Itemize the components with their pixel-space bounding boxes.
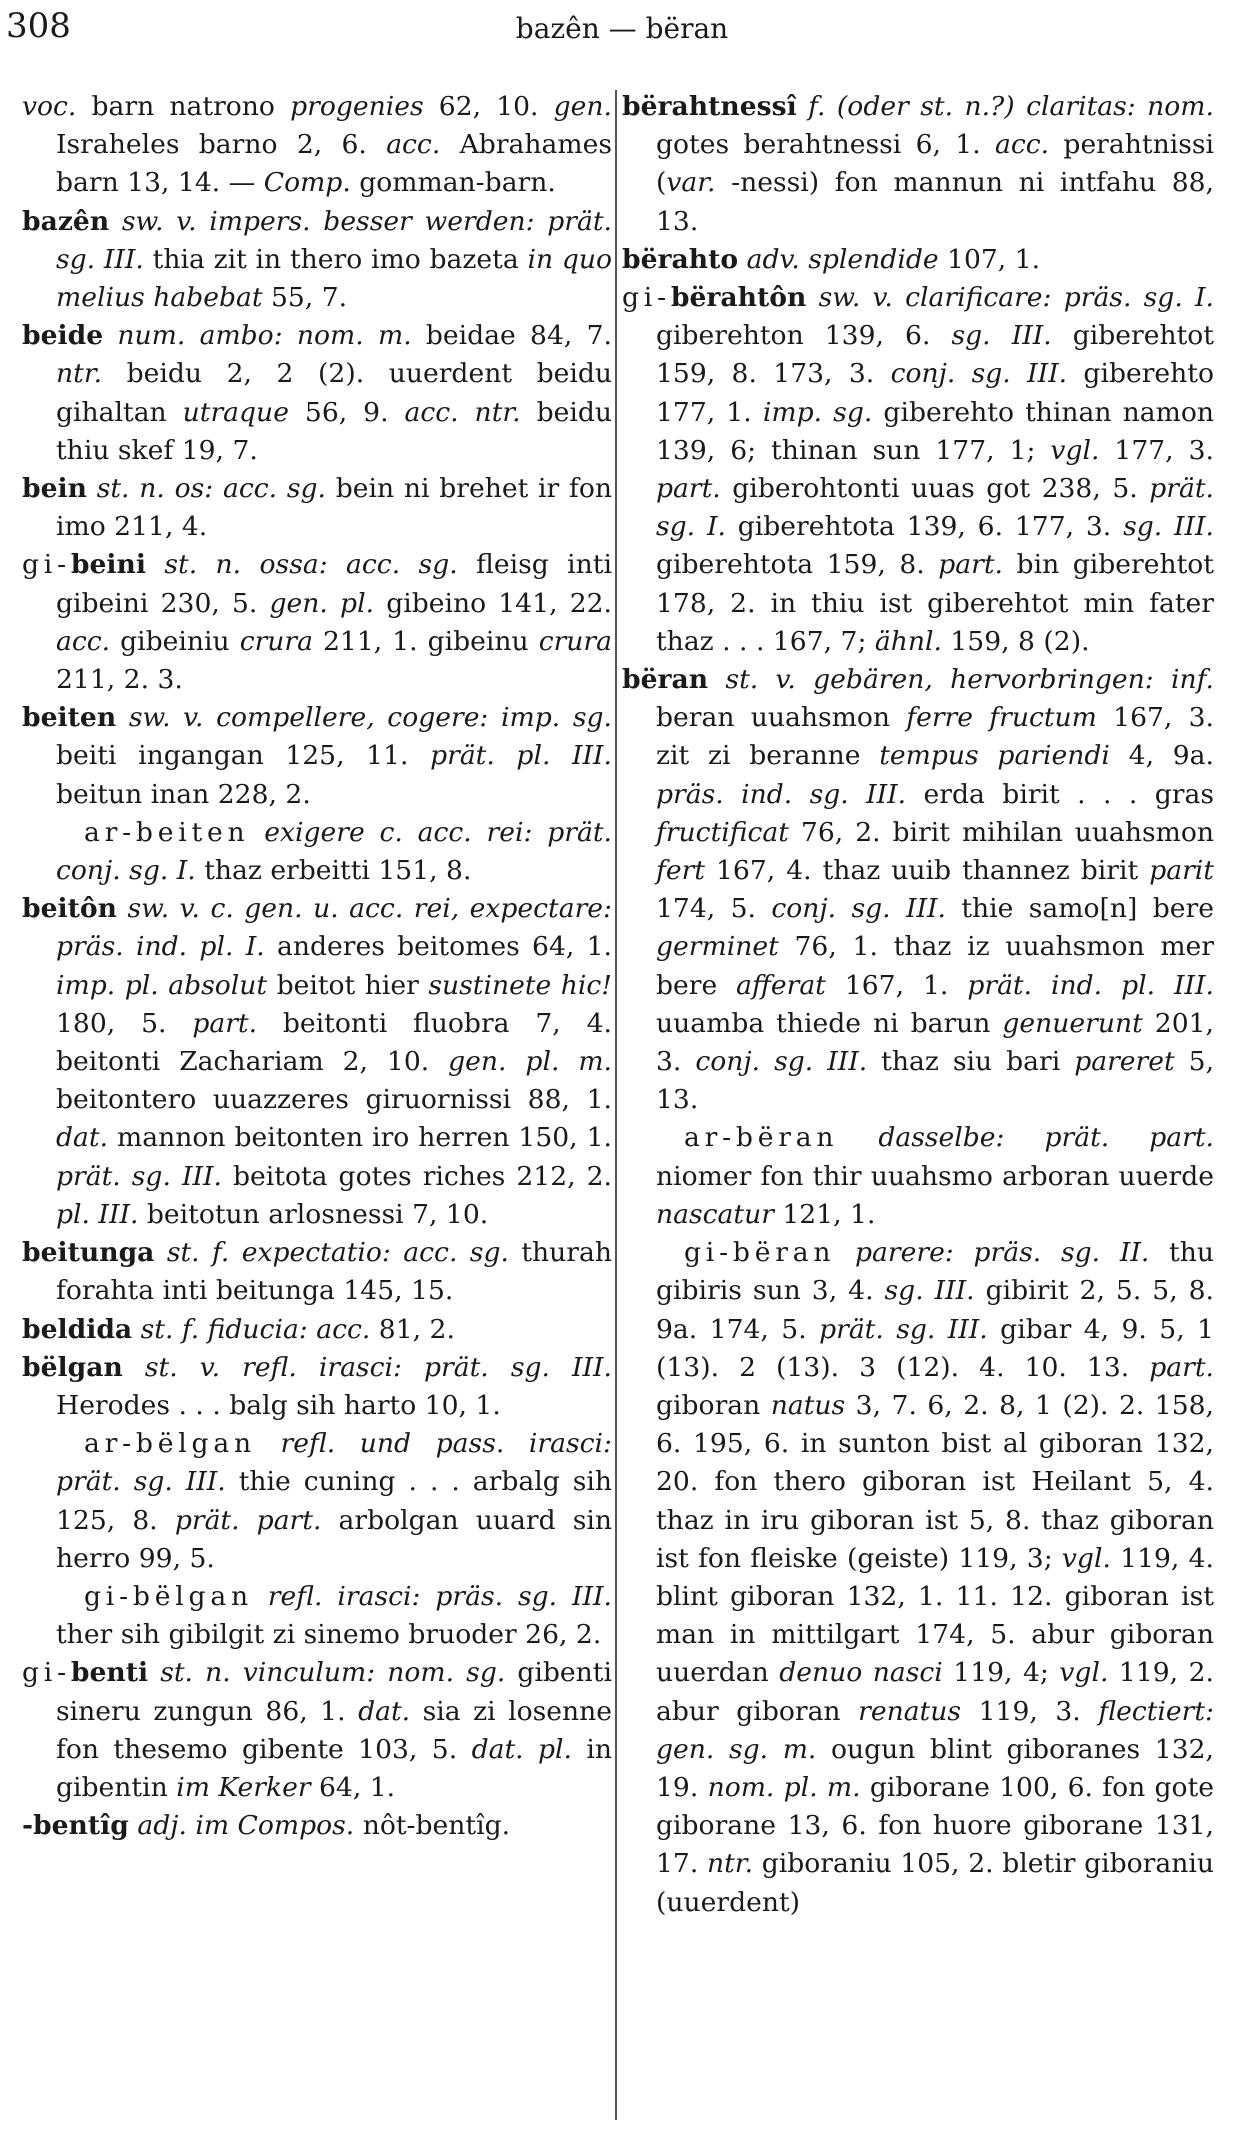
- dictionary-entry: [22, 88, 612, 203]
- dictionary-entry: [22, 890, 612, 1234]
- entry-text: 180, 5.: [56, 1007, 193, 1039]
- grammar-note: part.: [192, 1007, 258, 1039]
- compound-prefix: ar-beiten: [84, 816, 250, 848]
- grammar-note: sw. v. c. gen. u. acc. rei, expectare: präs. ind. pl. I.: [56, 893, 612, 963]
- grammar-note: dat.: [56, 1122, 109, 1154]
- entry-text: beran uuahsmon: [656, 702, 907, 734]
- entry-text: 167, 1.: [825, 969, 968, 1001]
- grammar-note: tempus pariendi: [879, 740, 1110, 772]
- grammar-note: ntr.: [706, 1848, 754, 1880]
- dictionary-entry: [22, 814, 612, 890]
- grammar-note: präs. ind. sg. III.: [656, 778, 907, 810]
- entry-text: barn natrono: [76, 91, 291, 122]
- entry-text: [123, 1352, 145, 1383]
- entry-text: anderes beitomes 64, 1.: [264, 931, 613, 963]
- grammar-note: denuo nasci: [779, 1657, 943, 1689]
- entry-text: [738, 244, 746, 275]
- grammar-note: imp. pl. absolut: [56, 969, 268, 1001]
- dictionary-entry: [22, 470, 612, 546]
- entry-text: [132, 1314, 140, 1345]
- entry-text: 119, 2. abur giboran: [656, 1657, 1214, 1727]
- grammar-note: pl. III.: [56, 1198, 139, 1230]
- grammar-note: vgl.: [1061, 1542, 1111, 1574]
- page-number: 308: [6, 6, 71, 46]
- grammar-note: st. v. gebären, hervorbringen: inf.: [725, 664, 1214, 696]
- entry-text: giboraniu 105, 2. bletir giboraniu (uuerdent): [656, 1848, 1214, 1918]
- grammar-note: flectiert: gen. sg. m.: [656, 1695, 1214, 1765]
- grammar-note: prät. part.: [174, 1504, 322, 1536]
- entry-text: [249, 817, 264, 848]
- entry-text: ther sih gibilgit zi sinemo bruoder 26, 2.: [56, 1619, 602, 1651]
- grammar-note: dat. pl.: [471, 1733, 572, 1765]
- entry-text: giberohtonti uuas got 238, 5.: [720, 473, 1150, 505]
- entry-text: niomer fon thir uuahsmo arboran uuerde: [656, 1160, 1214, 1192]
- entry-text: giberehton 139, 6.: [656, 320, 952, 352]
- entry-text: gibenti sineru zungun 86, 1.: [56, 1657, 612, 1727]
- grammar-note: st. f. fiducia: acc.: [140, 1313, 371, 1345]
- grammar-note: pareret: [1074, 1046, 1175, 1078]
- grammar-note: adv. splendide: [746, 243, 939, 275]
- headword: beitunga: [22, 1237, 155, 1269]
- entry-text: beitota gotes riches 212, 2.: [221, 1160, 613, 1192]
- entry-text: 55, 7.: [262, 282, 348, 314]
- entry-text: beiti ingangan 125, 11.: [56, 740, 431, 772]
- grammar-note: sw. v. impers. besser werden: prät. sg. III.: [56, 205, 612, 275]
- entry-text: fleisg inti gibeini 230, 5.: [56, 549, 612, 619]
- grammar-note: conj. sg. III.: [695, 1046, 868, 1078]
- entry-text: arbolgan uuard sin herro 99, 5.: [56, 1504, 612, 1574]
- entry-text: erda birit . . . gras: [906, 778, 1214, 810]
- column-divider: [615, 90, 617, 2120]
- grammar-note: gen. pl. m.: [448, 1046, 613, 1078]
- headword: beide: [22, 320, 104, 352]
- right-column: [622, 88, 1214, 1922]
- headword: -bentîg: [22, 1810, 129, 1842]
- entry-text: giboran: [656, 1389, 771, 1421]
- compound-prefix: gi-: [622, 282, 671, 314]
- entry-text: [708, 664, 725, 695]
- dictionary-entry: [622, 88, 1214, 241]
- dictionary-entry: [22, 1311, 612, 1349]
- dictionary-entry: [622, 1234, 1214, 1922]
- grammar-note: afferat: [736, 969, 826, 1001]
- entry-text: [835, 1237, 855, 1268]
- entry-text: 174, 5.: [656, 893, 772, 925]
- entry-text: gotes berahtnessi 6, 1.: [656, 129, 995, 161]
- grammar-note: vgl.: [1050, 434, 1100, 466]
- entry-text: gibeiniu: [110, 625, 240, 657]
- dictionary-entry: [622, 279, 1214, 661]
- entry-text: nôt-bentîg.: [354, 1810, 511, 1842]
- entry-text: giberehtota 159, 8.: [656, 549, 939, 581]
- entry-text: bin giberehtot 178, 2. in thiu ist giberehtot min fater thaz . . . 167, 7;: [656, 549, 1214, 657]
- grammar-note: imp. sg.: [762, 396, 873, 428]
- grammar-note: st. n. ossa: acc. sg.: [164, 549, 458, 581]
- entry-text: [154, 1237, 166, 1268]
- grammar-note: num. ambo: nom. m.: [117, 320, 412, 352]
- entry-text: giberehto thinan namon 139, 6; thinan sun 177, 1;: [656, 396, 1214, 466]
- entry-text: 201, 3.: [656, 1007, 1214, 1078]
- grammar-note: crura: [239, 625, 313, 657]
- headword: beiten: [22, 702, 117, 734]
- entry-text: giborane 100, 6. fon gote giborane 13, 6. fon huore giborane 131, 17.: [656, 1771, 1214, 1880]
- entry-text: giberehtota 139, 6. 177, 3.: [725, 511, 1124, 543]
- compound-prefix: gi-bëran: [684, 1237, 836, 1269]
- entry-text: [797, 91, 808, 122]
- grammar-note: part.: [938, 549, 1004, 581]
- grammar-note: gen.: [553, 91, 612, 122]
- entry-text: 81, 2.: [370, 1313, 455, 1345]
- entry-text: thie cuning . . . arbalg sih 125, 8.: [56, 1466, 613, 1536]
- grammar-note: part.: [1149, 1351, 1214, 1383]
- entry-text: 76, 1. thaz iz uuahsmon mer bere: [656, 931, 1214, 1001]
- page-header: [0, 0, 1244, 60]
- entry-text: giberehto 177, 1.: [656, 358, 1214, 428]
- grammar-note: prät. pl. III.: [430, 740, 612, 772]
- grammar-note: refl. irasci: präs. sg. III.: [267, 1580, 612, 1612]
- headword: bërahtnessî: [622, 91, 797, 122]
- grammar-note: gen. pl.: [269, 587, 375, 619]
- entry-text: 107, 1.: [938, 243, 1041, 275]
- compound-prefix: gi-bëlgan: [84, 1580, 253, 1612]
- grammar-note: genuerunt: [1002, 1007, 1143, 1039]
- grammar-note: st. f. expectatio: acc. sg.: [166, 1237, 509, 1269]
- entry-text: beitotun arlosnessi 7, 10.: [138, 1198, 489, 1230]
- entry-text: [117, 893, 127, 924]
- compound-prefix: gi-: [22, 549, 71, 581]
- grammar-note: acc.: [56, 625, 111, 657]
- entry-text: sia zi losenne fon thesemo gibente 103, 5.: [56, 1695, 613, 1765]
- grammar-note: st. n. vinculum: nom. sg.: [160, 1657, 506, 1689]
- grammar-note: parit: [1149, 855, 1214, 887]
- dictionary-entry: [22, 699, 612, 814]
- headword: bazên: [22, 205, 110, 237]
- entry-text: thie samo[n] bere: [945, 893, 1214, 925]
- entry-text: gibar 4, 9. 5, 1 (13). 2 (13). 3 (12). 4. 10. 13.: [656, 1313, 1214, 1383]
- grammar-note: f. (oder st. n.?) claritas: nom.: [808, 91, 1214, 122]
- grammar-note: im Kerker: [176, 1771, 311, 1803]
- compound-prefix: gi-: [22, 1657, 71, 1689]
- grammar-note: sg. III.: [884, 1275, 975, 1307]
- compound-prefix: ar-bëlgan: [84, 1428, 256, 1460]
- grammar-note: prät. sg. III.: [56, 1160, 222, 1192]
- grammar-note: ferre fructum: [906, 702, 1097, 734]
- grammar-note: utraque: [182, 396, 289, 428]
- entry-text: beitot hier: [267, 969, 429, 1001]
- dictionary-entry: [22, 1234, 612, 1310]
- entry-text: 5, 13.: [656, 1046, 1215, 1116]
- entry-text: 4, 9a.: [1109, 740, 1214, 772]
- entry-text: beidu 2, 2 (2). uuerdent beidu gihaltan: [56, 358, 612, 428]
- grammar-note: parere: präs. sg. II.: [855, 1237, 1150, 1269]
- entry-text: thaz erbeitti 151, 8.: [195, 855, 472, 887]
- grammar-note: renatus: [858, 1695, 962, 1727]
- entry-text: 167, 3. zit zi beranne: [656, 702, 1214, 772]
- dictionary-entry: [22, 1654, 612, 1807]
- grammar-note: nom. pl. m.: [707, 1771, 861, 1803]
- entry-text: [116, 702, 129, 733]
- entry-text: 3, 7. 6, 2. 8, 1 (2). 2. 158, 6. 195, 6. in sunton bist al giboran 132, 20. fon thero giboran ist Heilant 5, 4. thaz in iru giboran ist 5, 8. thaz giboran ist fon fleiske (geiste) 119, 3;: [656, 1389, 1215, 1574]
- grammar-note: progenies: [290, 91, 424, 122]
- grammar-note: exigere c. acc. rei: prät. conj. sg. I.: [56, 816, 612, 887]
- entry-text: perahtnissi (: [656, 129, 1214, 199]
- running-head: bazên — bëran: [515, 12, 729, 45]
- left-column: [22, 88, 612, 1845]
- headword: bërahtôn: [670, 282, 807, 314]
- entry-text: [87, 473, 97, 504]
- grammar-note: prät. sg. I.: [656, 473, 1214, 543]
- entry-text: [806, 282, 818, 313]
- dictionary-entry: [622, 241, 1214, 279]
- grammar-note: part.: [656, 473, 721, 505]
- entry-text: -nessi) fon mannun ni intfahu 88, 13.: [656, 167, 1214, 237]
- entry-text: 121, 1.: [773, 1198, 876, 1230]
- grammar-note: sw. v. compellere, cogere: imp. sg.: [128, 702, 612, 734]
- grammar-note: acc.: [386, 129, 441, 161]
- dictionary-entry: [22, 546, 612, 699]
- entry-text: beidae 84, 7.: [411, 320, 612, 352]
- dictionary-entry: [22, 1349, 612, 1425]
- grammar-note: var.: [666, 167, 716, 199]
- headword: bërahto: [622, 243, 739, 275]
- grammar-note: vgl.: [1059, 1657, 1109, 1689]
- grammar-note: prät. sg. III.: [819, 1313, 988, 1345]
- grammar-note: acc. ntr.: [404, 396, 521, 428]
- grammar-note: fert: [656, 855, 705, 887]
- grammar-note: prät. ind. pl. III.: [967, 969, 1214, 1001]
- grammar-note: dasselbe: prät. part.: [878, 1122, 1214, 1154]
- entry-text: beidu thiu skef 19, 7.: [56, 396, 613, 466]
- grammar-note: st. n. os: acc. sg.: [96, 473, 326, 505]
- headword: benti: [70, 1657, 149, 1689]
- grammar-note: st. v. refl. irasci: prät. sg. III.: [144, 1351, 612, 1383]
- entry-text: thurah forahta inti beitunga 145, 15.: [56, 1237, 612, 1307]
- grammar-note: sg. III.: [1123, 511, 1214, 543]
- headword: beitôn: [22, 893, 117, 925]
- entry-text: 62, 10.: [423, 91, 554, 122]
- entry-text: 119, 4;: [942, 1657, 1060, 1689]
- dictionary-entry: [22, 317, 612, 470]
- entry-text: in gibentin: [56, 1733, 612, 1803]
- entry-text: 56, 9.: [288, 396, 405, 428]
- grammar-note: refl. und pass. irasci: prät. sg. III.: [56, 1428, 612, 1498]
- entry-text: 119, 4. blint giboran 132, 1. 11. 12. giboran ist man in mittilgart 174, 5. abur giboran uuerdan: [656, 1542, 1214, 1689]
- entry-text: 211, 2. 3.: [56, 664, 183, 696]
- entry-text: 167, 4. thaz uuib thannez birit: [704, 855, 1150, 887]
- entry-text: 211, 1. gibeinu: [313, 625, 539, 657]
- headword: beldida: [22, 1313, 133, 1345]
- grammar-note: natus: [770, 1389, 846, 1421]
- grammar-note: nascatur: [656, 1198, 774, 1230]
- entry-text: beitontero uuazzeres giruornissi 88, 1.: [56, 1084, 612, 1116]
- entry-text: gibirit 2, 5. 5, 8. 9a. 174, 5.: [656, 1275, 1215, 1345]
- entry-text: uuamba thiede ni barun: [656, 1007, 1003, 1039]
- dictionary-entry: [22, 1425, 612, 1578]
- headword: bein: [22, 473, 87, 505]
- dictionary-entry: [622, 1119, 1214, 1234]
- grammar-note: germinet: [656, 931, 779, 963]
- entry-text: [256, 1428, 281, 1459]
- entry-text: 119, 3.: [961, 1695, 1099, 1727]
- entry-text: thu gibiris sun 3, 4.: [656, 1237, 1214, 1307]
- grammar-note: ähnl.: [874, 625, 942, 657]
- entry-text: [146, 549, 164, 580]
- entry-text: gomman-barn.: [350, 167, 556, 199]
- entry-text: 76, 2. birit mihilan uuahsmon: [788, 816, 1214, 848]
- grammar-note: sg. III.: [951, 320, 1052, 352]
- grammar-note: conj. sg. III.: [771, 893, 946, 925]
- headword: bëlgan: [22, 1351, 123, 1383]
- grammar-note: conj. sg. III.: [890, 358, 1068, 390]
- compound-prefix: ar-bëran: [684, 1122, 839, 1154]
- grammar-note: sw. v. clarificare: präs. sg. I.: [818, 282, 1214, 314]
- grammar-note: in quo melius habebat: [56, 243, 613, 314]
- entry-text: beitun inan 228, 2.: [56, 778, 311, 810]
- entry-text: [838, 1122, 878, 1153]
- grammar-note: sustinete hic!: [428, 969, 612, 1001]
- entry-text: [148, 1657, 160, 1688]
- entry-text: beitonti fluobra 7, 4. beitonti Zachariam 2, 10.: [56, 1007, 612, 1078]
- entry-text: Israheles barno 2, 6.: [56, 129, 387, 161]
- entry-text: Abrahames barn 13, 14. —: [56, 129, 612, 199]
- grammar-note: ntr.: [56, 358, 103, 390]
- entry-text: thaz siu bari: [867, 1046, 1075, 1078]
- entry-text: mannon beitonten iro herren 150, 1.: [108, 1122, 612, 1154]
- entry-text: [103, 320, 117, 351]
- entry-text: [253, 1581, 268, 1612]
- entry-text: gibeino 141, 22.: [374, 587, 612, 619]
- dictionary-entry: [22, 203, 612, 318]
- grammar-note: Comp.: [263, 167, 351, 199]
- grammar-note: voc.: [22, 91, 77, 122]
- dictionary-entry: [622, 661, 1214, 1119]
- entry-text: bein ni brehet ir fon imo 211, 4.: [56, 473, 612, 543]
- grammar-note: crura: [538, 625, 612, 657]
- dictionary-entry: [22, 1578, 612, 1654]
- entry-text: 159, 8 (2).: [941, 625, 1090, 657]
- entry-text: ougun blint giboranes 132, 19.: [656, 1733, 1215, 1803]
- entry-text: Herodes . . . balg sih harto 10, 1.: [56, 1389, 501, 1421]
- grammar-note: fructificat: [656, 816, 789, 848]
- entry-text: [109, 206, 122, 237]
- entry-text: thia zit in thero imo bazeta: [143, 243, 528, 275]
- entry-text: 177, 3.: [1099, 434, 1214, 466]
- grammar-note: dat.: [358, 1695, 411, 1727]
- headword: beini: [70, 549, 146, 581]
- entry-text: 64, 1.: [310, 1771, 396, 1803]
- dictionary-entry: [22, 1807, 612, 1845]
- headword: bëran: [622, 664, 709, 696]
- entry-text: giberehtot 159, 8. 173, 3.: [656, 320, 1214, 390]
- grammar-note: adj. im Compos.: [137, 1810, 355, 1842]
- grammar-note: acc.: [994, 129, 1050, 161]
